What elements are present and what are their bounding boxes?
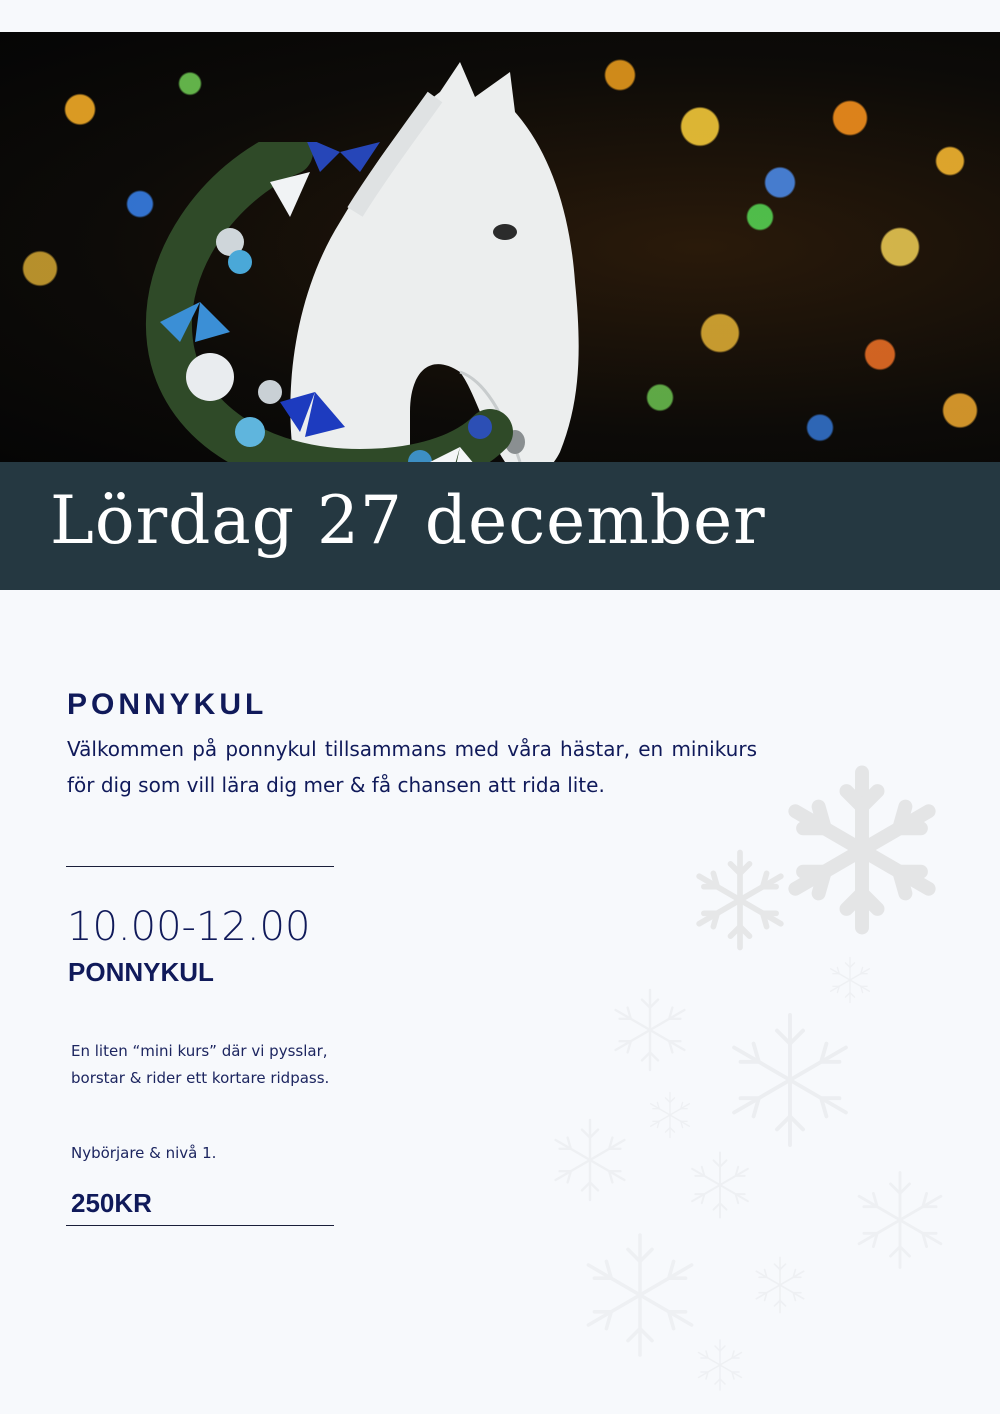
price-underline bbox=[66, 1225, 334, 1226]
intro-text: Välkommen på ponnykul tillsammans med våra hästar, en minikurs för dig som vill lära dig mer & få chansen att rida lite. bbox=[67, 737, 757, 797]
hero-image bbox=[0, 32, 1000, 462]
snowflake-icon bbox=[651, 1093, 690, 1138]
date-title: Lördag 27 december bbox=[50, 482, 766, 559]
christmas-wreath-illustration bbox=[140, 142, 520, 462]
snowflake-icon bbox=[699, 1340, 742, 1390]
snowflake-icon bbox=[692, 1153, 748, 1218]
divider bbox=[66, 866, 334, 867]
snowflake-icon bbox=[699, 853, 781, 948]
section-heading: PONNYKUL bbox=[67, 688, 268, 721]
snowflake-icon bbox=[556, 1120, 625, 1200]
snowflake-icon bbox=[831, 958, 870, 1003]
snowflake-icon bbox=[616, 990, 685, 1070]
event-price: 250KR bbox=[71, 1188, 152, 1218]
snowflake-icon bbox=[859, 1173, 941, 1268]
event-name: PONNYKUL bbox=[68, 957, 214, 987]
event-time: 10.00-12.00 bbox=[67, 904, 311, 950]
snowflake-icon bbox=[756, 1258, 803, 1313]
snowflake-decoration bbox=[540, 740, 1000, 1414]
event-description: En liten “mini kurs” där vi pysslar, borstar & rider ett kortare ridpass. bbox=[71, 1042, 330, 1087]
event-level: Nybörjare & nivå 1. bbox=[71, 1144, 217, 1162]
snowflake-icon bbox=[734, 1015, 846, 1145]
snowflake-icon bbox=[588, 1235, 691, 1355]
date-banner bbox=[0, 462, 1000, 590]
snowflake-icon bbox=[795, 773, 928, 928]
